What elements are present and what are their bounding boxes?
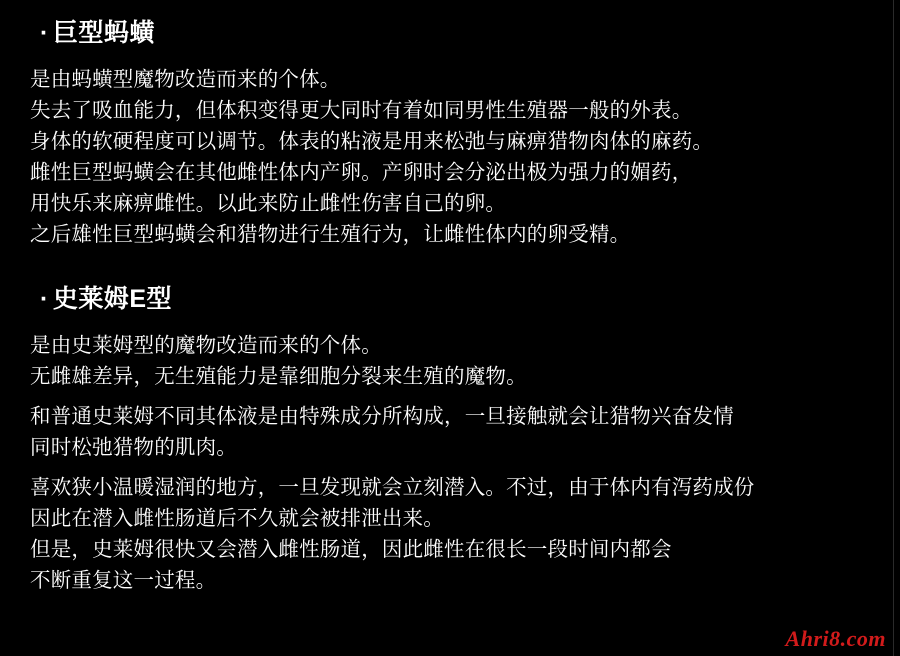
body-line: 但是，史莱姆很快又会潜入雌性肠道，因此雌性在很长一段时间内都会	[30, 538, 672, 561]
bullet-marker: ·	[40, 19, 49, 47]
body-line: 因此在潜入雌性肠道后不久就会被排泄出来。	[30, 507, 444, 530]
section-heading	[28, 18, 860, 48]
body-line: 无雌雄差异，无生殖能力是靠细胞分裂来生殖的魔物。	[30, 365, 527, 388]
section-title: 史莱姆E型	[52, 285, 173, 313]
body-line: 用快乐来麻痹雌性。以此来防止雌性伤害自己的卵。	[30, 192, 507, 215]
paragraph-spacer	[30, 463, 860, 472]
body-line: 身体的软硬程度可以调节。体表的粘液是用来松弛与麻痹猎物肉体的麻药。	[30, 130, 714, 153]
site-watermark: Ahri8.com	[785, 626, 886, 651]
section-heading	[28, 284, 860, 314]
body-line: 之后雄性巨型蚂蟥会和猎物进行生殖行为，让雌性体内的卵受精。	[30, 223, 631, 246]
section-title: 巨型蚂蟥	[52, 19, 155, 47]
body-line: 同时松弛猎物的肌肉。	[30, 436, 237, 459]
body-line: 喜欢狭小温暖湿润的地方，一旦发现就会立刻潜入。不过，由于体内有泻药成份	[30, 476, 755, 499]
body-line: 不断重复这一过程。	[30, 569, 217, 592]
section-giant-leech	[28, 18, 860, 250]
body-line: 雌性巨型蚂蟥会在其他雌性体内产卵。产卵时会分泌出极为强力的媚药，	[30, 161, 693, 184]
body-line: 是由蚂蟥型魔物改造而来的个体。	[30, 68, 341, 91]
body-line: 失去了吸血能力，但体积变得更大同时有着如同男性生殖器一般的外表。	[30, 99, 693, 122]
section-slime-type-e	[28, 284, 860, 596]
section-body	[28, 64, 860, 250]
bullet-marker: ·	[40, 285, 49, 313]
section-body	[28, 330, 860, 596]
body-line: 和普通史莱姆不同其体液是由特殊成分所构成，一旦接触就会让猎物兴奋发情	[30, 405, 734, 428]
paragraph-spacer	[30, 392, 860, 401]
body-line: 是由史莱姆型的魔物改造而来的个体。	[30, 334, 382, 357]
